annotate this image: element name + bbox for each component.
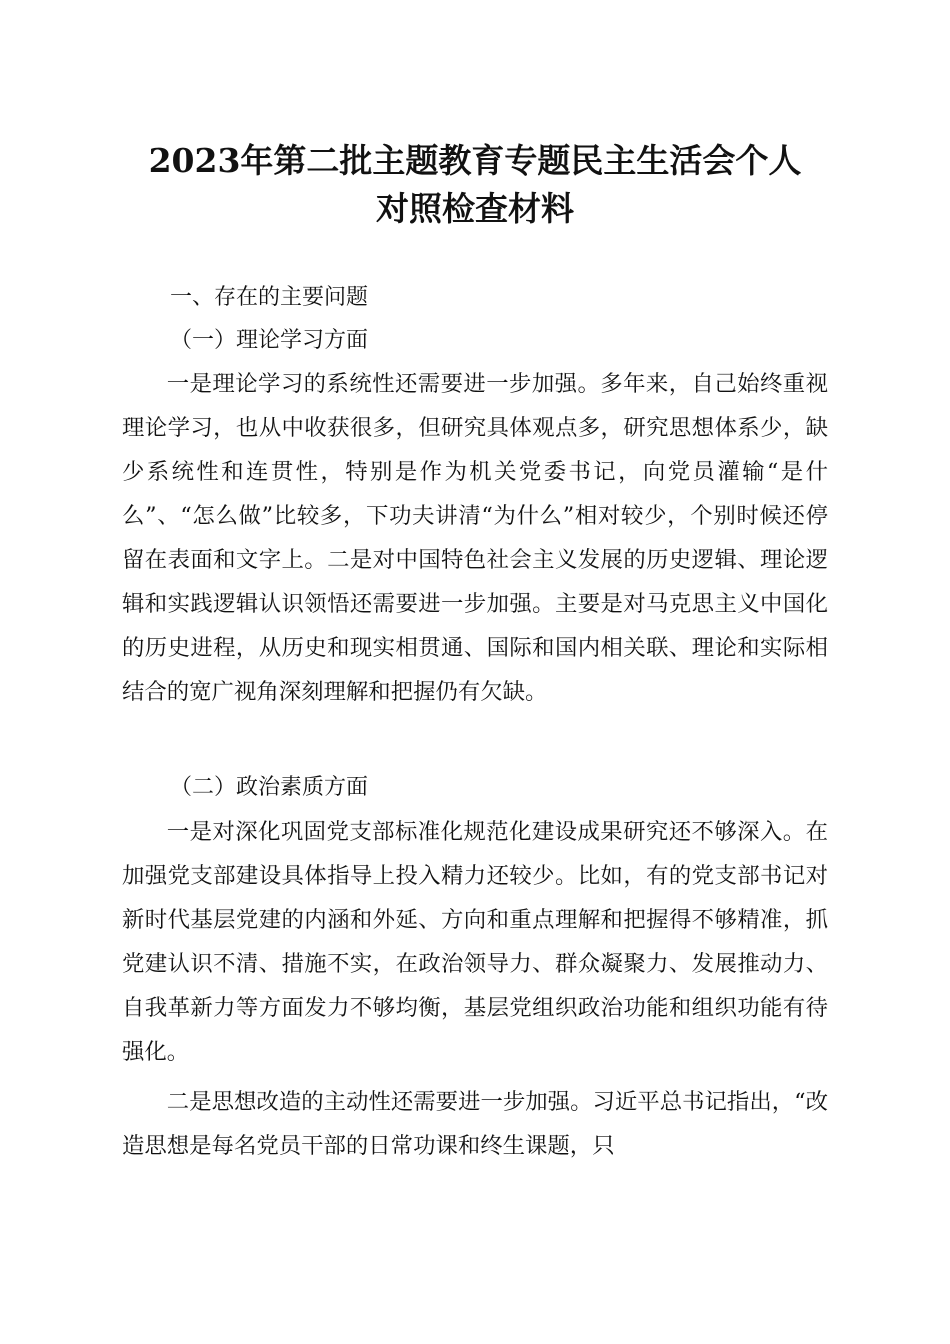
paragraph-thought-reform: 二是思想改造的主动性还需要进一步加强。习近平总书记指出，“改造思想是每名党员干部的日常功课和终生课题，只 (122, 1089, 828, 1159)
paragraph-theory-study: 一是理论学习的系统性还需要进一步加强。多年来，自己始终重视理论学习，也从中收获很多，但研究具体观点多，研究思想体系少，缺少系统性和连贯性，特别是作为机关党委书记，向党员灌输“是什么”、“怎么做”比较多，下功夫讲清“为什么”相对较少，个别时候还停留在表面和文字上。二是对中国特色社会主义发展的历史逻辑、理论逻辑和实践逻辑认识领悟还需要进一步加强。主要是对马克思主义中国化的历史进程，从历史和现实相贯通、国际和国内相关联、理论和实际相结合的宽广视角深刻理解和把握仍有欠缺。 (122, 371, 828, 705)
paragraph-party-branch-building: 一是对深化巩固党支部标准化规范化建设成果研究还不够深入。在加强党支部建设具体指导上投入精力还较少。比如，有的党支部书记对新时代基层党建的内涵和外延、方向和重点理解和把握得不够精准，抓党建认识不清、措施不实，在政治领导力、群众凝聚力、发展推动力、自我革新力等方面发力不够均衡，基层党组织政治功能和组织功能有待强化。 (122, 819, 828, 1065)
subsection-heading-theory-study: （一）理论学习方面 (170, 328, 369, 353)
document-title-line-1: 2023年第二批主题教育专题民主生活会个人 (148, 141, 802, 180)
section-heading-main-problems: 一、存在的主要问题 (170, 285, 369, 310)
subsection-heading-political-quality: （二）政治素质方面 (170, 775, 369, 800)
document-title-line-2: 对照检查材料 (376, 189, 574, 228)
